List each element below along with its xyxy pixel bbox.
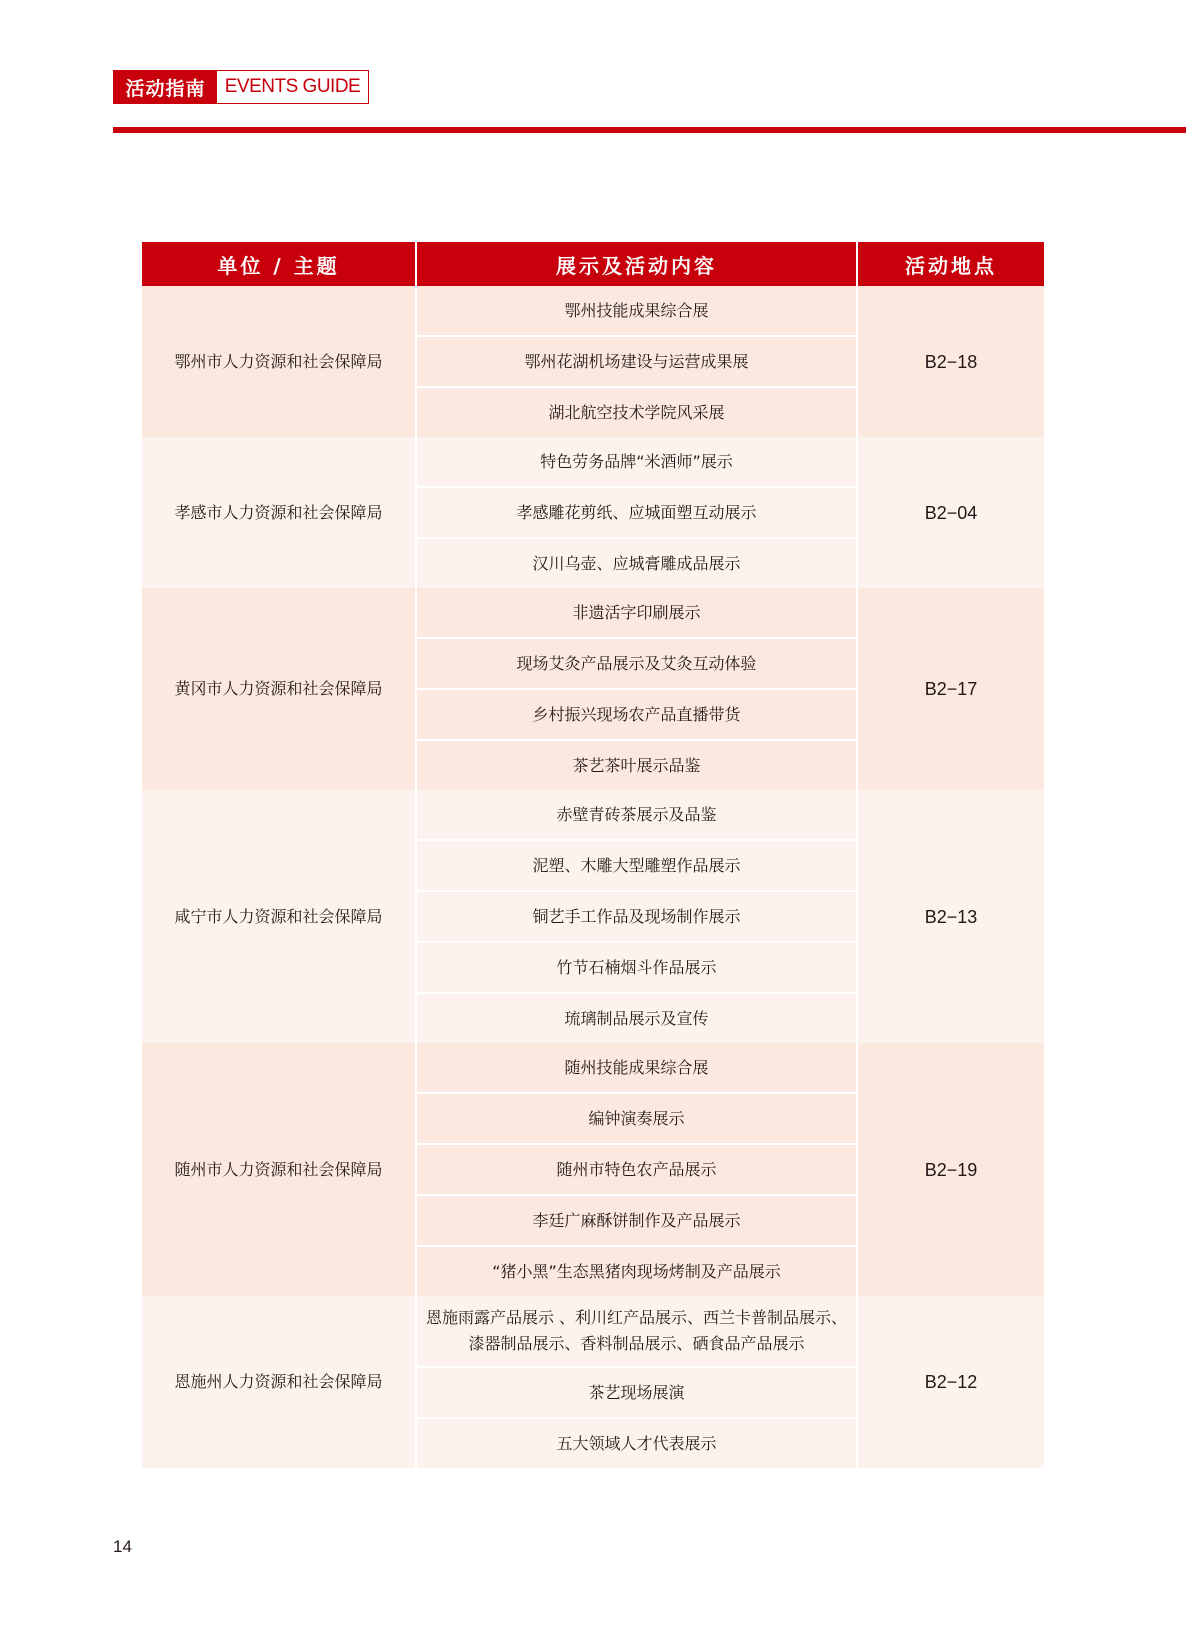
location-cell: B2−04 [857, 437, 1044, 588]
col-header-content: 展示及活动内容 [416, 242, 857, 286]
content-cell: 现场艾灸产品展示及艾灸互动体验 [416, 638, 857, 689]
content-cell: 茶艺现场展演 [416, 1367, 857, 1418]
col-header-unit: 单位 / 主题 [142, 242, 416, 286]
section-title-cn: 活动指南 [114, 71, 217, 103]
content-cell: 茶艺茶叶展示品鉴 [416, 740, 857, 790]
location-cell: B2−13 [857, 790, 1044, 1043]
table-row [142, 437, 1044, 487]
content-cell: 随州市特色农产品展示 [416, 1144, 857, 1195]
location-cell: B2−17 [857, 588, 1044, 790]
table-row [142, 1296, 1044, 1367]
content-cell: 乡村振兴现场农产品直播带货 [416, 689, 857, 740]
content-cell: 汉川乌壶、应城膏雕成品展示 [416, 538, 857, 588]
events-table [142, 242, 1044, 1468]
content-cell: 特色劳务品牌“米酒师”展示 [416, 437, 857, 487]
section-badge [113, 70, 369, 104]
content-line: 恩施雨露产品展示 、利川红产品展示、西兰卡普制品展示、 [425, 1308, 848, 1327]
content-cell: 泥塑、木雕大型雕塑作品展示 [416, 840, 857, 891]
content-cell: 竹节石楠烟斗作品展示 [416, 942, 857, 993]
page-number: 14 [113, 1537, 132, 1556]
unit-cell: 恩施州人力资源和社会保障局 [142, 1296, 416, 1468]
unit-cell: 孝感市人力资源和社会保障局 [142, 437, 416, 588]
table-row [142, 1043, 1044, 1093]
unit-cell: 鄂州市人力资源和社会保障局 [142, 286, 416, 437]
content-cell: “猪小黑”生态黑猪肉现场烤制及产品展示 [416, 1246, 857, 1296]
section-title-en: EVENTS GUIDE [224, 76, 361, 97]
content-cell: 湖北航空技术学院风采展 [416, 387, 857, 437]
content-cell: 孝感雕花剪纸、应城面塑互动展示 [416, 487, 857, 538]
content-cell: 非遗活字印刷展示 [416, 588, 857, 638]
content-cell: 鄂州技能成果综合展 [416, 286, 857, 336]
content-cell: 赤壁青砖茶展示及品鉴 [416, 790, 857, 840]
content-line: 漆器制品展示、香料制品展示、硒食品产品展示 [468, 1334, 805, 1353]
content-cell: 鄂州花湖机场建设与运营成果展 [416, 336, 857, 387]
content-cell: 编钟演奏展示 [416, 1093, 857, 1144]
location-cell: B2−18 [857, 286, 1044, 437]
content-cell: 铜艺手工作品及现场制作展示 [416, 891, 857, 942]
header-rule [113, 127, 1186, 133]
location-cell: B2−19 [857, 1043, 1044, 1296]
table-row [142, 286, 1044, 336]
col-header-location: 活动地点 [857, 242, 1044, 286]
table-row [142, 588, 1044, 638]
content-cell: 五大领域人才代表展示 [416, 1418, 857, 1468]
table-row [142, 790, 1044, 840]
unit-cell: 咸宁市人力资源和社会保障局 [142, 790, 416, 1043]
content-cell: 随州技能成果综合展 [416, 1043, 857, 1093]
location-cell: B2−12 [857, 1296, 1044, 1468]
content-cell: 李廷广麻酥饼制作及产品展示 [416, 1195, 857, 1246]
unit-cell: 随州市人力资源和社会保障局 [142, 1043, 416, 1296]
unit-cell: 黄冈市人力资源和社会保障局 [142, 588, 416, 790]
content-cell: 琉璃制品展示及宣传 [416, 993, 857, 1043]
table-header-row [142, 242, 1044, 286]
content-cell-multiline [416, 1296, 857, 1367]
